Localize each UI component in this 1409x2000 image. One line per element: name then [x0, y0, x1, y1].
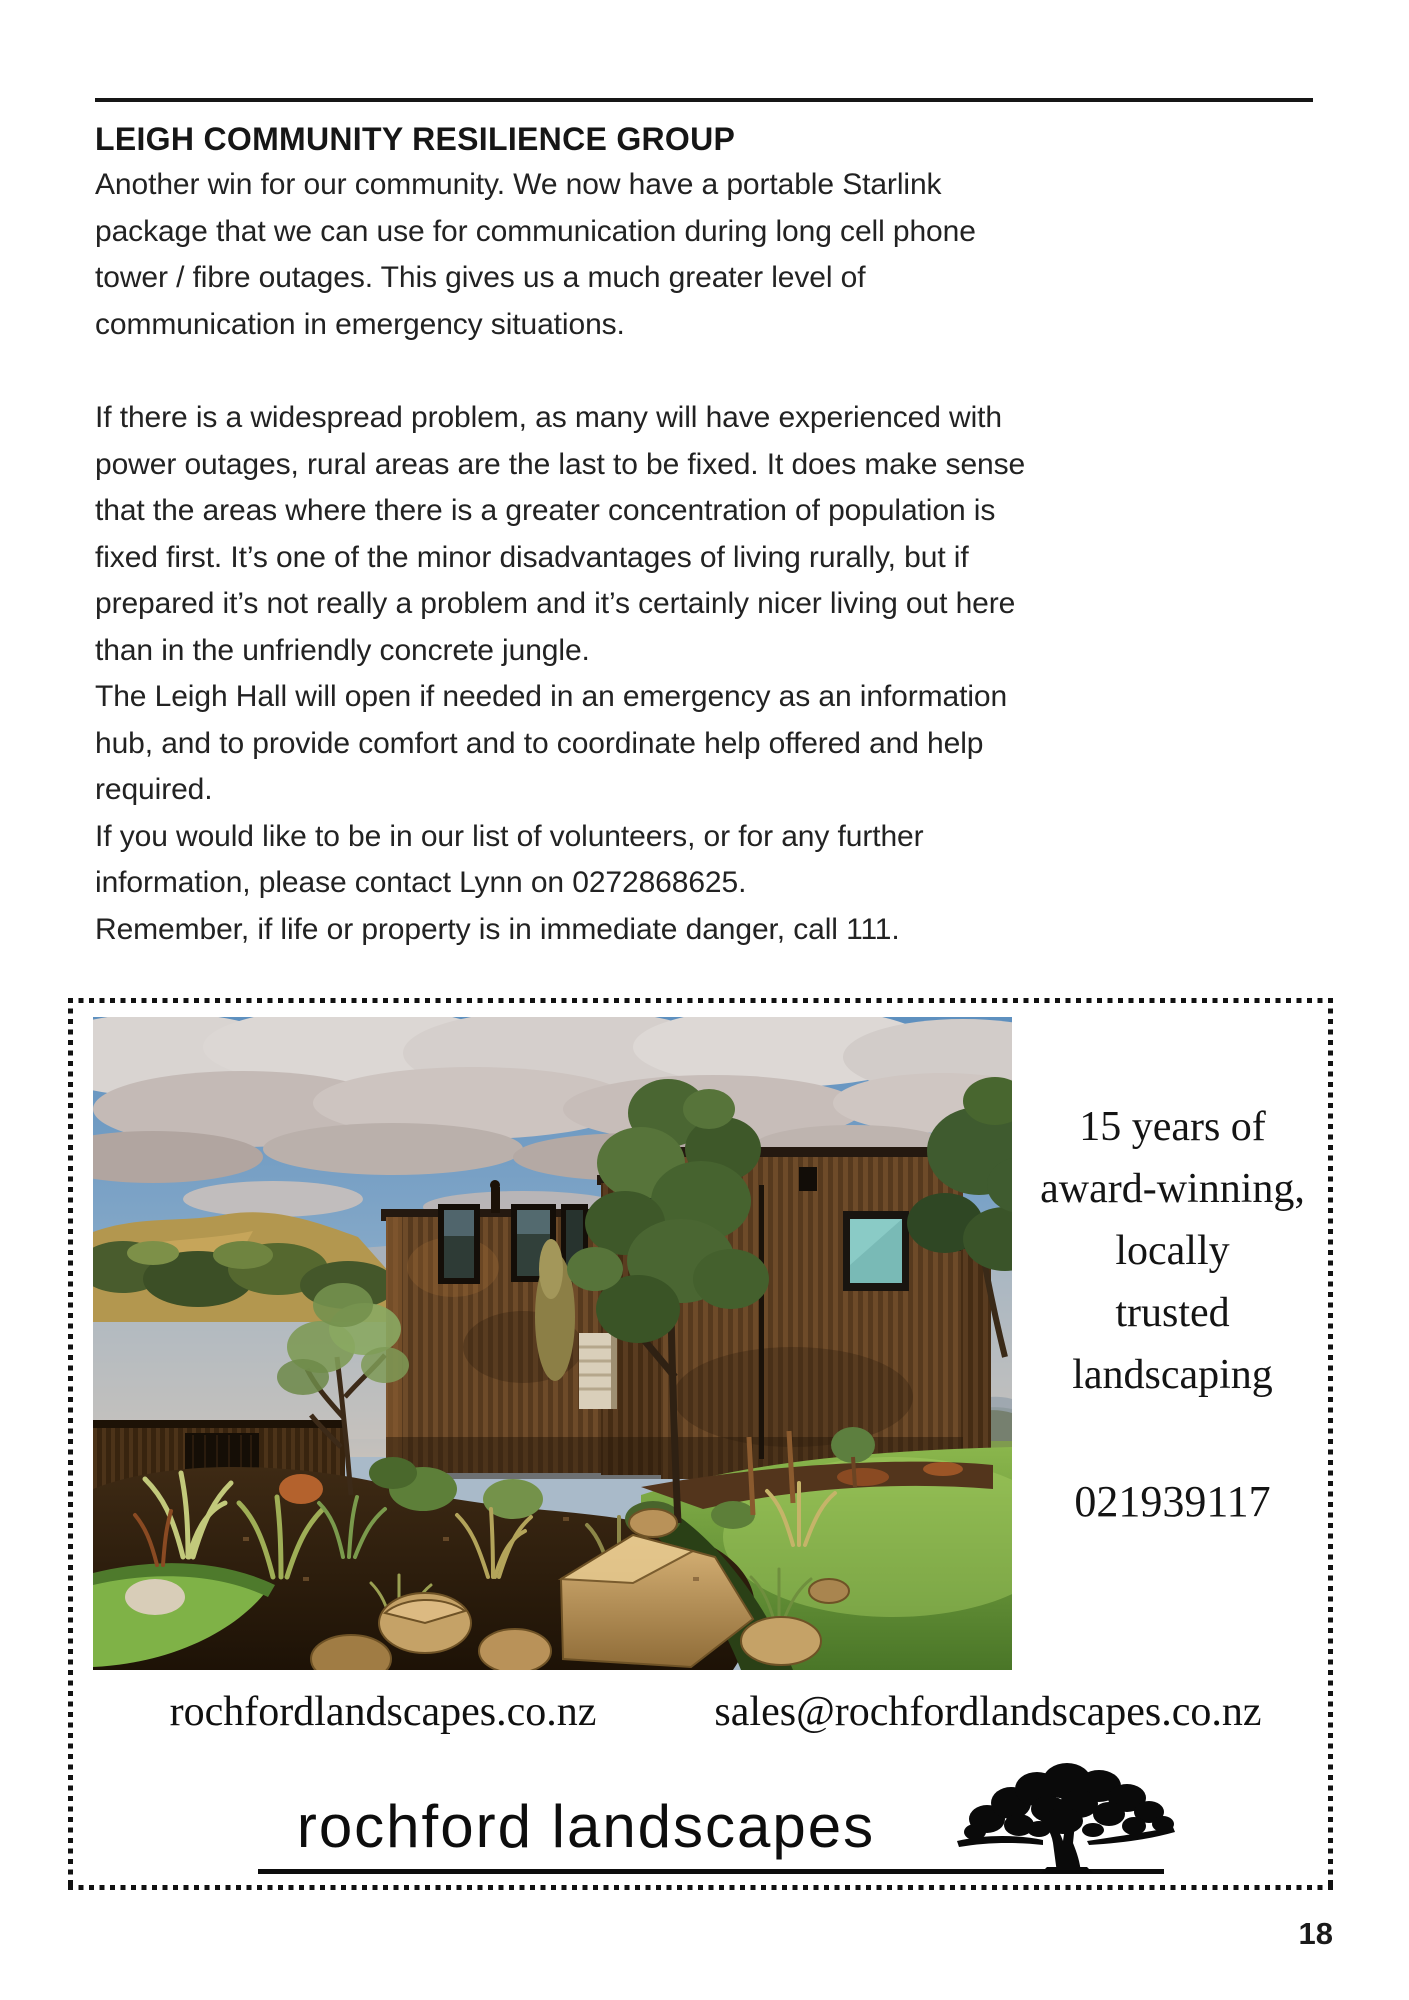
- tree-silhouette-icon: [947, 1755, 1180, 1873]
- text-line: Remember, if life or property is in immediate danger, call 111.: [95, 912, 900, 946]
- text-line: than in the unfriendly concrete jungle.: [95, 633, 590, 667]
- article-title: LEIGH COMMUNITY RESILIENCE GROUP: [95, 121, 736, 157]
- rochford-landscapes-ad: [68, 998, 1333, 1890]
- top-rule: [95, 98, 1313, 102]
- ad-logo-text: rochford landscapes: [296, 1793, 876, 1860]
- text-line: locally: [1115, 1228, 1230, 1274]
- text-line: If you would like to be in our list of volunteers, or for any further: [95, 819, 924, 853]
- text-line: 15 years of: [1079, 1104, 1266, 1150]
- text-line: If there is a widespread problem, as many will have experienced with: [95, 401, 1002, 434]
- page-number: 18: [1298, 1916, 1333, 1951]
- article-paragraph-1: [95, 162, 1325, 348]
- ad-border-bottom: [68, 1885, 1333, 1890]
- ad-website-link[interactable]: rochfordlandscapes.co.nz: [169, 1689, 597, 1735]
- text-line: required.: [95, 773, 213, 806]
- garden-photo-art: [93, 1017, 1012, 1670]
- text-line: information, please contact Lynn on 0272868625.: [95, 866, 747, 899]
- text-line: package that we can use for communication during long cell phone: [95, 214, 976, 248]
- text-line: that the areas where there is a greater concentration of population is: [95, 494, 996, 527]
- ad-tagline: [1012, 998, 1333, 1406]
- text-line: tower / fibre outages. This gives us a much greater level of: [95, 261, 866, 294]
- ad-email-link[interactable]: sales@rochfordlandscapes.co.nz: [714, 1689, 1262, 1735]
- text-line: power outages, rural areas are the last to be fixed. It does make sense: [95, 447, 1026, 481]
- text-line: hub, and to provide comfort and to coordinate help offered and help: [95, 726, 984, 760]
- text-line: Another win for our community. We now have a portable Starlink: [95, 168, 942, 201]
- text-line: award-winning,: [1040, 1166, 1305, 1212]
- text-line: landscaping: [1072, 1352, 1273, 1398]
- text-line: fixed first. It’s one of the minor disadvantages of living rurally, but if: [95, 540, 969, 574]
- steps: [579, 1333, 617, 1409]
- text-line: trusted: [1115, 1290, 1230, 1336]
- ad-phone-number: 021939117: [1074, 1477, 1271, 1526]
- text-line: prepared it’s not really a problem and it’s certainly nicer living out here: [95, 587, 1016, 620]
- article-paragraph-2: [95, 395, 1325, 953]
- text-line: The Leigh Hall will open if needed in an emergency as an information: [95, 680, 1008, 713]
- ad-border-left: [68, 998, 73, 1890]
- garden-photo: [93, 1017, 1012, 1670]
- text-line: communication in emergency situations.: [95, 307, 625, 341]
